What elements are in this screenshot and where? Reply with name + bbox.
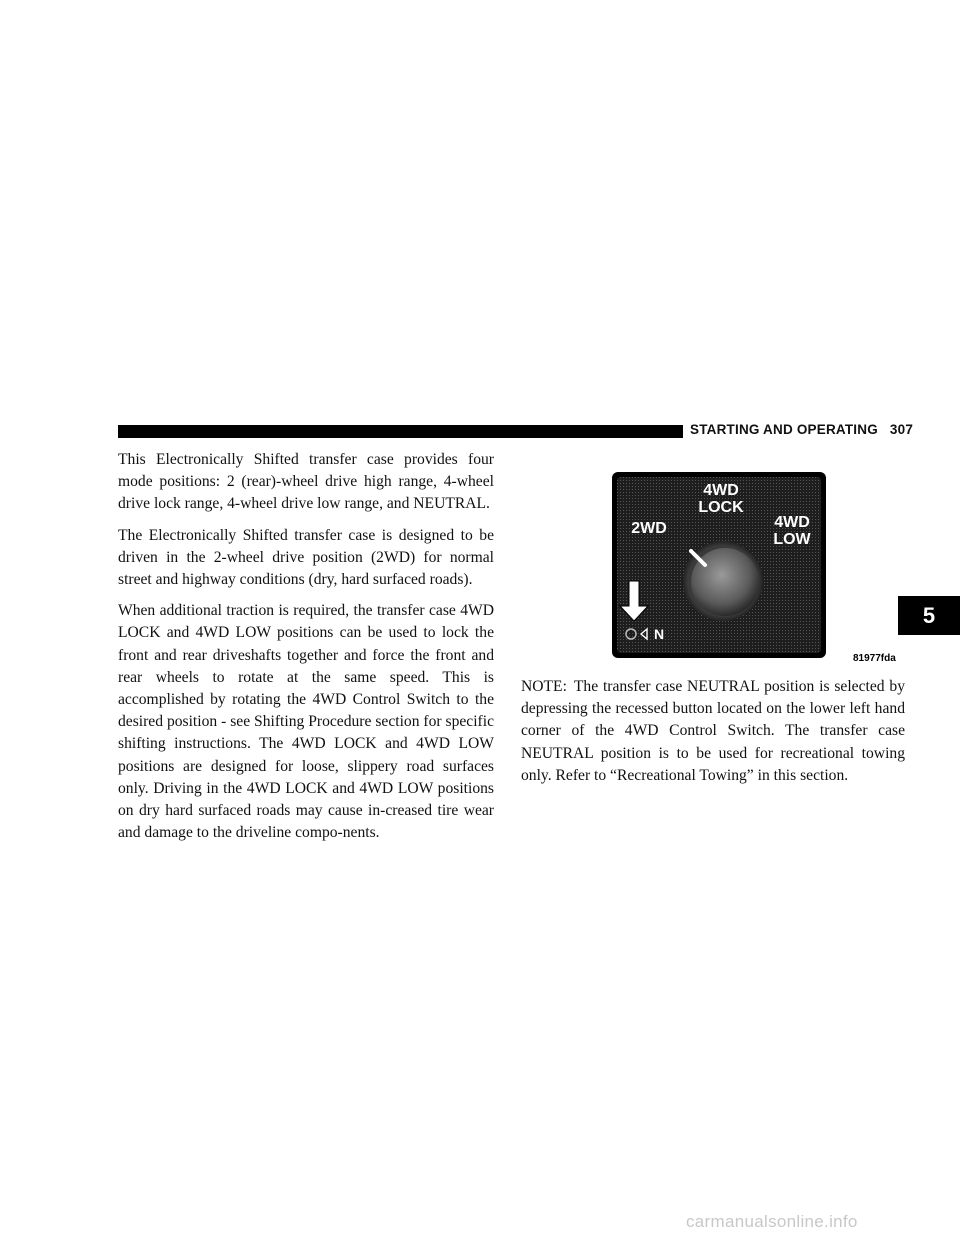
label-2wd: 2WD	[631, 520, 667, 537]
note-label: NOTE:	[521, 678, 567, 695]
header-title: STARTING AND OPERATING	[690, 422, 878, 437]
header-rule	[118, 425, 683, 438]
label-low-line1: 4WD	[774, 514, 810, 531]
page-header	[690, 422, 914, 437]
figure-code: 81977fda	[853, 653, 896, 664]
chapter-tab: 5	[898, 596, 960, 635]
knob-icon	[691, 548, 759, 616]
watermark: carmanualsonline.info	[686, 1212, 858, 1231]
note-paragraph	[521, 676, 905, 787]
control-switch-illustration	[611, 471, 827, 659]
label-lock-line1: 4WD	[703, 482, 739, 499]
paragraph: This Electronically Shifted transfer case provides four mode positions: 2 (rear)-wheel drive high range, 4-wheel drive lock range, 4-wheel drive low range, and NEUTRAL.	[118, 451, 494, 513]
paragraph: When additional traction is required, the transfer case 4WD LOCK and 4WD LOW positions can be used to lock the front and rear driveshafts together and force the front and rear wheels to rotate at the same speed. This is accomplished by rotating the 4WD Control Switch to the desired position - see Shifting Procedure section for specific shifting instructions. The 4WD LOCK and 4WD LOW positions are designed for loose, slippery road surfaces only. Driving in the 4WD LOCK and 4WD LOW positions on dry hard surfaced roads may cause in-creased tire wear and damage to the driveline compo-nents.	[118, 602, 494, 842]
note-text: The transfer case NEUTRAL position is selected by depressing the recessed button located on the lower left hand corner of the 4WD Control Switch. The transfer case NEUTRAL position is to be used for recreational towing only. Refer to “Recreational Towing” in this section.	[521, 678, 905, 784]
page-number: 307	[889, 422, 914, 437]
paragraph: The Electronically Shifted transfer case is designed to be driven in the 2-wheel drive position (2WD) for normal street and highway conditions (dry, hard surfaced roads).	[118, 526, 494, 589]
left-column	[118, 449, 494, 853]
label-low-line2: LOW	[773, 531, 811, 548]
right-column	[521, 676, 905, 787]
label-lock-line2: LOCK	[698, 499, 744, 516]
label-neutral: N	[653, 626, 665, 642]
control-switch-figure	[611, 471, 827, 659]
